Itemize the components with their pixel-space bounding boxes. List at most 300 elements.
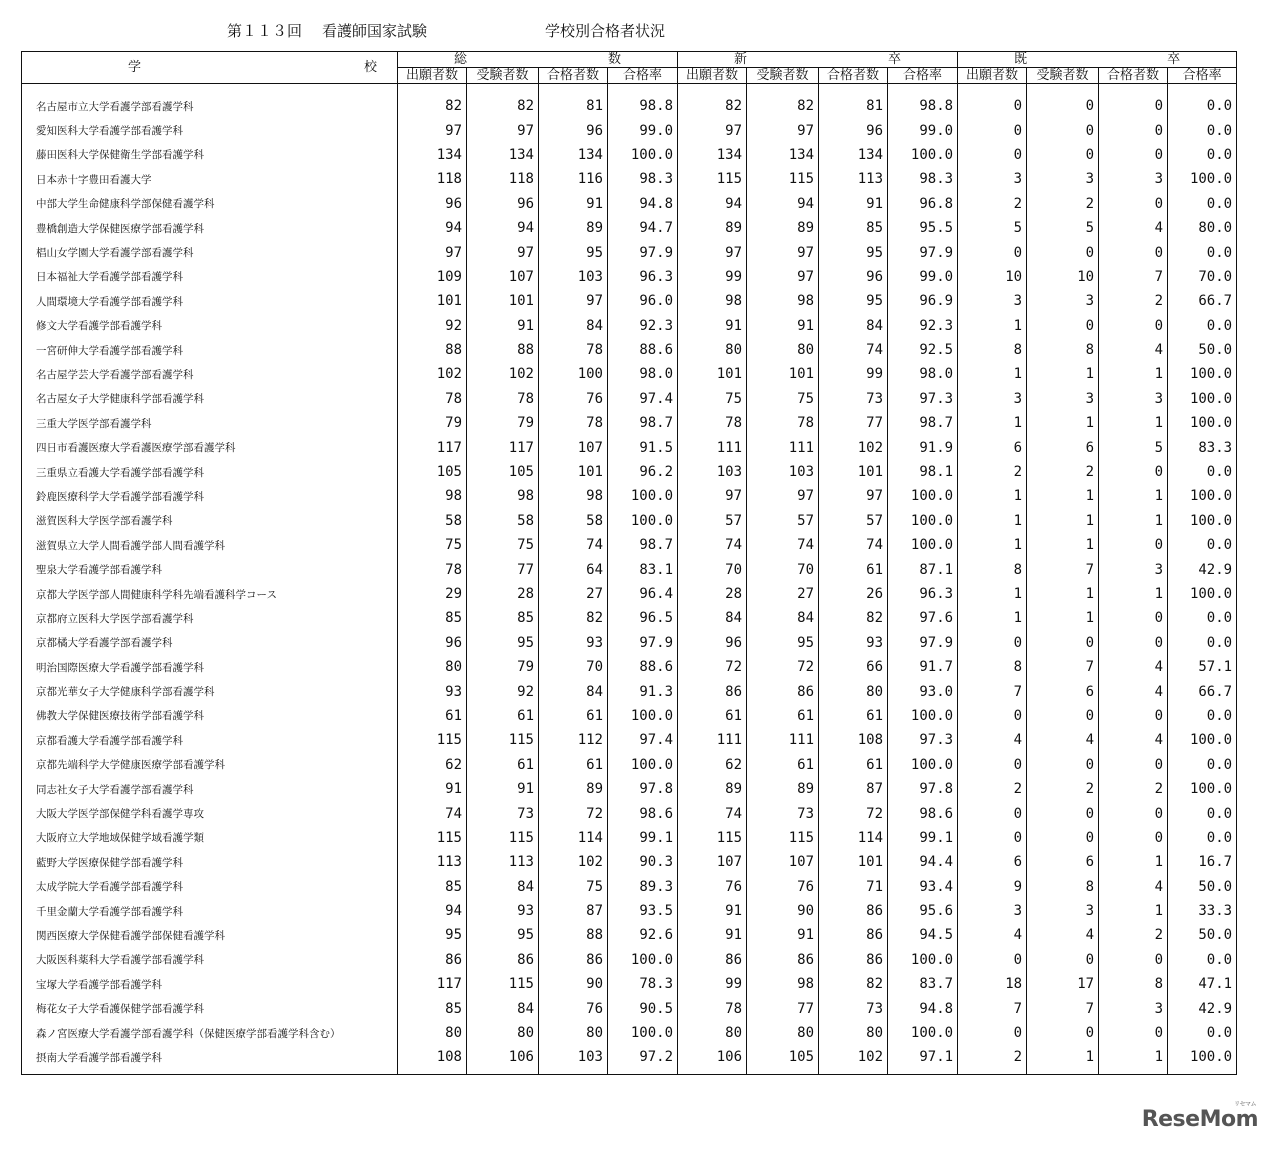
school-name: 三重大学医学部看護学科 [22, 411, 398, 435]
value-cell: 1 [1027, 533, 1099, 557]
subcolumn-header: 合格率 [888, 68, 958, 84]
table-row [22, 948, 1237, 972]
value-cell: 85 [398, 606, 467, 630]
value-cell: 97 [678, 240, 747, 264]
value-cell: 0 [1099, 143, 1168, 167]
value-cell: 97.4 [608, 387, 678, 411]
value-cell: 107 [747, 850, 819, 874]
value-cell: 92.6 [608, 923, 678, 947]
value-cell: 94.5 [888, 923, 958, 947]
value-cell: 1 [1099, 411, 1168, 435]
value-cell: 72 [747, 655, 819, 679]
value-cell: 1 [1099, 484, 1168, 508]
value-cell: 2 [958, 192, 1027, 216]
value-cell: 101 [819, 460, 888, 484]
value-cell: 0.0 [1168, 533, 1237, 557]
value-cell: 4 [1027, 923, 1099, 947]
value-cell: 100.0 [608, 143, 678, 167]
value-cell: 76 [539, 996, 608, 1020]
value-cell: 87.1 [888, 557, 958, 581]
value-cell: 0.0 [1168, 753, 1237, 777]
value-cell: 72 [539, 801, 608, 825]
value-cell: 99.1 [888, 826, 958, 850]
value-cell: 99.1 [608, 826, 678, 850]
table-row [22, 655, 1237, 679]
school-name: 梅花女子大学看護保健学部看護学科 [22, 996, 398, 1020]
value-cell: 94 [398, 216, 467, 240]
value-cell: 82 [539, 606, 608, 630]
value-cell: 57 [678, 509, 747, 533]
value-cell: 99 [678, 972, 747, 996]
value-cell: 18 [958, 972, 1027, 996]
value-cell: 61 [819, 704, 888, 728]
value-cell: 89.3 [608, 875, 678, 899]
value-cell: 62 [398, 753, 467, 777]
value-cell: 100.0 [1168, 777, 1237, 801]
value-cell: 81 [539, 84, 608, 119]
group-header-new-graduates: 新 卒 [678, 52, 958, 68]
value-cell: 97.3 [888, 387, 958, 411]
value-cell: 95.5 [888, 216, 958, 240]
value-cell: 98.8 [888, 84, 958, 119]
value-cell: 115 [747, 167, 819, 191]
value-cell: 76 [539, 387, 608, 411]
value-cell: 115 [398, 728, 467, 752]
value-cell: 80 [398, 655, 467, 679]
value-cell: 89 [678, 777, 747, 801]
value-cell: 98 [398, 484, 467, 508]
value-cell: 73 [467, 801, 539, 825]
table-row [22, 728, 1237, 752]
school-name: 関西医療大学保健看護学部保健看護学科 [22, 923, 398, 947]
value-cell: 3 [958, 387, 1027, 411]
school-name: 大阪大学医学部保健学科看護学専攻 [22, 801, 398, 825]
value-cell: 109 [398, 265, 467, 289]
value-cell: 4 [1099, 338, 1168, 362]
value-cell: 116 [539, 167, 608, 191]
value-cell: 0 [958, 704, 1027, 728]
value-cell: 0 [1099, 826, 1168, 850]
value-cell: 0 [958, 753, 1027, 777]
value-cell: 97 [398, 118, 467, 142]
value-cell: 97 [467, 118, 539, 142]
table-row [22, 192, 1237, 216]
value-cell: 77 [819, 411, 888, 435]
value-cell: 97 [678, 118, 747, 142]
value-cell: 0 [1027, 826, 1099, 850]
table-row [22, 118, 1237, 142]
value-cell: 111 [678, 435, 747, 459]
value-cell: 0 [1099, 84, 1168, 119]
value-cell: 1 [958, 411, 1027, 435]
subcolumn-header: 合格率 [608, 68, 678, 84]
value-cell: 96 [398, 192, 467, 216]
value-cell: 1 [1099, 850, 1168, 874]
value-cell: 98 [747, 289, 819, 313]
value-cell: 94 [398, 899, 467, 923]
table-row [22, 460, 1237, 484]
value-cell: 96 [678, 631, 747, 655]
value-cell: 75 [398, 533, 467, 557]
value-cell: 58 [539, 509, 608, 533]
value-cell: 4 [1099, 875, 1168, 899]
value-cell: 78 [678, 996, 747, 1020]
value-cell: 10 [958, 265, 1027, 289]
value-cell: 2 [958, 460, 1027, 484]
value-cell: 78 [539, 338, 608, 362]
value-cell: 85 [398, 875, 467, 899]
value-cell: 99.0 [888, 265, 958, 289]
value-cell: 78 [398, 387, 467, 411]
value-cell: 7 [958, 679, 1027, 703]
table-row [22, 411, 1237, 435]
value-cell: 2 [1099, 777, 1168, 801]
value-cell: 100.0 [608, 948, 678, 972]
value-cell: 64 [539, 557, 608, 581]
value-cell: 93 [819, 631, 888, 655]
value-cell: 8 [1099, 972, 1168, 996]
value-cell: 100.0 [608, 753, 678, 777]
value-cell: 57.1 [1168, 655, 1237, 679]
value-cell: 103 [678, 460, 747, 484]
value-cell: 0 [958, 801, 1027, 825]
school-name: 聖泉大学看護学部看護学科 [22, 557, 398, 581]
subcolumn-header: 出願者数 [398, 68, 467, 84]
value-cell: 47.1 [1168, 972, 1237, 996]
value-cell: 26 [819, 582, 888, 606]
value-cell: 61 [747, 753, 819, 777]
value-cell: 98.7 [608, 533, 678, 557]
value-cell: 61 [819, 753, 888, 777]
value-cell: 96.0 [608, 289, 678, 313]
value-cell: 1 [1027, 411, 1099, 435]
value-cell: 6 [958, 850, 1027, 874]
value-cell: 5 [958, 216, 1027, 240]
value-cell: 42.9 [1168, 557, 1237, 581]
value-cell: 102 [819, 1045, 888, 1074]
value-cell: 86 [747, 679, 819, 703]
table-row [22, 289, 1237, 313]
value-cell: 107 [467, 265, 539, 289]
value-cell: 61 [467, 704, 539, 728]
value-cell: 91 [467, 314, 539, 338]
value-cell: 0 [1099, 314, 1168, 338]
value-cell: 3 [958, 289, 1027, 313]
value-cell: 101 [398, 289, 467, 313]
school-name: 千里金蘭大学看護学部看護学科 [22, 899, 398, 923]
value-cell: 89 [678, 216, 747, 240]
value-cell: 80.0 [1168, 216, 1237, 240]
value-cell: 100.0 [888, 704, 958, 728]
value-cell: 103 [747, 460, 819, 484]
table-row [22, 704, 1237, 728]
table-row [22, 777, 1237, 801]
school-name: 豊橋創造大学保健医療学部看護学科 [22, 216, 398, 240]
value-cell: 0 [1027, 704, 1099, 728]
value-cell: 84 [819, 314, 888, 338]
value-cell: 6 [1027, 435, 1099, 459]
subcolumn-header: 出願者数 [678, 68, 747, 84]
value-cell: 117 [467, 435, 539, 459]
value-cell: 0.0 [1168, 704, 1237, 728]
value-cell: 96.4 [608, 582, 678, 606]
value-cell: 80 [539, 1021, 608, 1045]
value-cell: 1 [1027, 1045, 1099, 1074]
value-cell: 76 [747, 875, 819, 899]
value-cell: 89 [539, 777, 608, 801]
value-cell: 115 [467, 728, 539, 752]
table-row [22, 582, 1237, 606]
value-cell: 61 [678, 704, 747, 728]
value-cell: 0 [1027, 801, 1099, 825]
value-cell: 71 [819, 875, 888, 899]
value-cell: 80 [678, 338, 747, 362]
value-cell: 1 [1099, 1045, 1168, 1074]
value-cell: 97 [467, 240, 539, 264]
value-cell: 61 [819, 557, 888, 581]
subcolumn-header: 受験者数 [1027, 68, 1099, 84]
school-name: 名古屋学芸大学看護学部看護学科 [22, 362, 398, 386]
value-cell: 97.9 [888, 631, 958, 655]
school-column-header: 学 校 [22, 52, 398, 84]
value-cell: 98.8 [608, 84, 678, 119]
value-cell: 96.8 [888, 192, 958, 216]
value-cell: 115 [467, 972, 539, 996]
value-cell: 0 [1027, 314, 1099, 338]
value-cell: 75 [539, 875, 608, 899]
value-cell: 3 [1099, 167, 1168, 191]
value-cell: 97 [747, 118, 819, 142]
value-cell: 87 [539, 899, 608, 923]
value-cell: 98.7 [888, 411, 958, 435]
value-cell: 61 [539, 704, 608, 728]
school-name: 三重県立看護大学看護学部看護学科 [22, 460, 398, 484]
value-cell: 3 [1027, 387, 1099, 411]
value-cell: 111 [747, 435, 819, 459]
value-cell: 0.0 [1168, 143, 1237, 167]
value-cell: 27 [747, 582, 819, 606]
value-cell: 108 [398, 1045, 467, 1074]
value-cell: 0 [1099, 606, 1168, 630]
value-cell: 73 [747, 801, 819, 825]
value-cell: 2 [1099, 289, 1168, 313]
table-row [22, 509, 1237, 533]
value-cell: 0.0 [1168, 118, 1237, 142]
value-cell: 2 [958, 777, 1027, 801]
value-cell: 1 [1099, 899, 1168, 923]
value-cell: 98.6 [608, 801, 678, 825]
value-cell: 86 [678, 679, 747, 703]
group-header-past-graduates: 既 卒 [958, 52, 1237, 68]
value-cell: 100.0 [1168, 411, 1237, 435]
value-cell: 72 [678, 655, 747, 679]
value-cell: 0 [958, 826, 1027, 850]
school-name: 滋賀医科大学医学部看護学科 [22, 509, 398, 533]
value-cell: 86 [819, 923, 888, 947]
value-cell: 66.7 [1168, 679, 1237, 703]
school-name: 京都府立医科大学医学部看護学科 [22, 606, 398, 630]
table-row [22, 84, 1237, 119]
value-cell: 91 [747, 314, 819, 338]
value-cell: 2 [1027, 460, 1099, 484]
value-cell: 8 [1027, 338, 1099, 362]
value-cell: 77 [467, 557, 539, 581]
table-row [22, 753, 1237, 777]
value-cell: 9 [958, 875, 1027, 899]
value-cell: 100.0 [608, 509, 678, 533]
value-cell: 99.0 [888, 118, 958, 142]
value-cell: 113 [819, 167, 888, 191]
value-cell: 74 [819, 533, 888, 557]
value-cell: 73 [819, 996, 888, 1020]
value-cell: 114 [819, 826, 888, 850]
value-cell: 103 [539, 1045, 608, 1074]
value-cell: 91 [398, 777, 467, 801]
value-cell: 99 [678, 265, 747, 289]
value-cell: 96 [398, 631, 467, 655]
value-cell: 91 [678, 923, 747, 947]
value-cell: 100 [539, 362, 608, 386]
value-cell: 98 [747, 972, 819, 996]
school-name: 椙山女学園大学看護学部看護学科 [22, 240, 398, 264]
value-cell: 100.0 [608, 704, 678, 728]
value-cell: 84 [747, 606, 819, 630]
value-cell: 96 [819, 265, 888, 289]
value-cell: 1 [1027, 606, 1099, 630]
value-cell: 82 [819, 972, 888, 996]
value-cell: 89 [539, 216, 608, 240]
school-name: 京都光華女子大学健康科学部看護学科 [22, 679, 398, 703]
value-cell: 3 [1099, 387, 1168, 411]
value-cell: 134 [747, 143, 819, 167]
value-cell: 0 [958, 240, 1027, 264]
value-cell: 78 [467, 387, 539, 411]
value-cell: 98.3 [888, 167, 958, 191]
table-row [22, 631, 1237, 655]
value-cell: 78 [678, 411, 747, 435]
value-cell: 0.0 [1168, 240, 1237, 264]
value-cell: 118 [398, 167, 467, 191]
value-cell: 88.6 [608, 338, 678, 362]
value-cell: 98.6 [888, 801, 958, 825]
value-cell: 80 [678, 1021, 747, 1045]
value-cell: 1 [1099, 362, 1168, 386]
school-name: 摂南大学看護学部看護学科 [22, 1045, 398, 1074]
value-cell: 99 [819, 362, 888, 386]
value-cell: 5 [1027, 216, 1099, 240]
value-cell: 75 [747, 387, 819, 411]
value-cell: 85 [398, 996, 467, 1020]
value-cell: 84 [539, 314, 608, 338]
value-cell: 61 [467, 753, 539, 777]
value-cell: 134 [678, 143, 747, 167]
value-cell: 7 [1027, 557, 1099, 581]
table-row [22, 1021, 1237, 1045]
value-cell: 1 [1099, 582, 1168, 606]
table-row [22, 557, 1237, 581]
school-name: 鈴鹿医療科学大学看護学部看護学科 [22, 484, 398, 508]
school-name: 京都大学医学部人間健康科学科先端看護科学コース [22, 582, 398, 606]
value-cell: 57 [747, 509, 819, 533]
value-cell: 0 [1027, 631, 1099, 655]
value-cell: 92.5 [888, 338, 958, 362]
value-cell: 97.1 [888, 1045, 958, 1074]
value-cell: 73 [819, 387, 888, 411]
value-cell: 98 [467, 484, 539, 508]
value-cell: 75 [467, 533, 539, 557]
value-cell: 70 [678, 557, 747, 581]
table-row [22, 484, 1237, 508]
value-cell: 96 [819, 118, 888, 142]
value-cell: 0 [1099, 704, 1168, 728]
value-cell: 97.9 [888, 240, 958, 264]
value-cell: 80 [819, 1021, 888, 1045]
value-cell: 86 [467, 948, 539, 972]
value-cell: 86 [398, 948, 467, 972]
value-cell: 3 [958, 899, 1027, 923]
value-cell: 28 [467, 582, 539, 606]
value-cell: 3 [1027, 289, 1099, 313]
value-cell: 97 [747, 484, 819, 508]
value-cell: 29 [398, 582, 467, 606]
school-name: 京都橘大学看護学部看護学科 [22, 631, 398, 655]
value-cell: 115 [467, 826, 539, 850]
school-name: 滋賀県立大学人間看護学部人間看護学科 [22, 533, 398, 557]
value-cell: 95 [819, 289, 888, 313]
value-cell: 100.0 [1168, 387, 1237, 411]
value-cell: 8 [958, 557, 1027, 581]
value-cell: 0 [1099, 948, 1168, 972]
table-row [22, 923, 1237, 947]
value-cell: 1 [1027, 509, 1099, 533]
value-cell: 93 [539, 631, 608, 655]
value-cell: 70 [539, 655, 608, 679]
value-cell: 100.0 [888, 948, 958, 972]
value-cell: 77 [747, 996, 819, 1020]
value-cell: 94.4 [888, 850, 958, 874]
school-name: 藍野大学医療保健学部看護学科 [22, 850, 398, 874]
value-cell: 3 [1027, 167, 1099, 191]
value-cell: 91.9 [888, 435, 958, 459]
school-name: 四日市看護医療大学看護医療学部看護学科 [22, 435, 398, 459]
subcolumn-header: 合格率 [1168, 68, 1237, 84]
value-cell: 0 [1099, 533, 1168, 557]
value-cell: 84 [678, 606, 747, 630]
value-cell: 79 [398, 411, 467, 435]
value-cell: 70 [747, 557, 819, 581]
school-name: 修文大学看護学部看護学科 [22, 314, 398, 338]
value-cell: 108 [819, 728, 888, 752]
table-row [22, 167, 1237, 191]
school-name: 太成学院大学看護学部看護学科 [22, 875, 398, 899]
value-cell: 0 [958, 948, 1027, 972]
value-cell: 92 [467, 679, 539, 703]
value-cell: 98.0 [608, 362, 678, 386]
value-cell: 134 [467, 143, 539, 167]
value-cell: 95 [819, 240, 888, 264]
value-cell: 91.3 [608, 679, 678, 703]
value-cell: 106 [467, 1045, 539, 1074]
value-cell: 78 [539, 411, 608, 435]
value-cell: 74 [819, 338, 888, 362]
value-cell: 89 [747, 216, 819, 240]
value-cell: 80 [747, 1021, 819, 1045]
value-cell: 0.0 [1168, 192, 1237, 216]
exam-round: 第１１３回 [227, 22, 303, 40]
value-cell: 72 [819, 801, 888, 825]
value-cell: 88 [539, 923, 608, 947]
value-cell: 101 [747, 362, 819, 386]
